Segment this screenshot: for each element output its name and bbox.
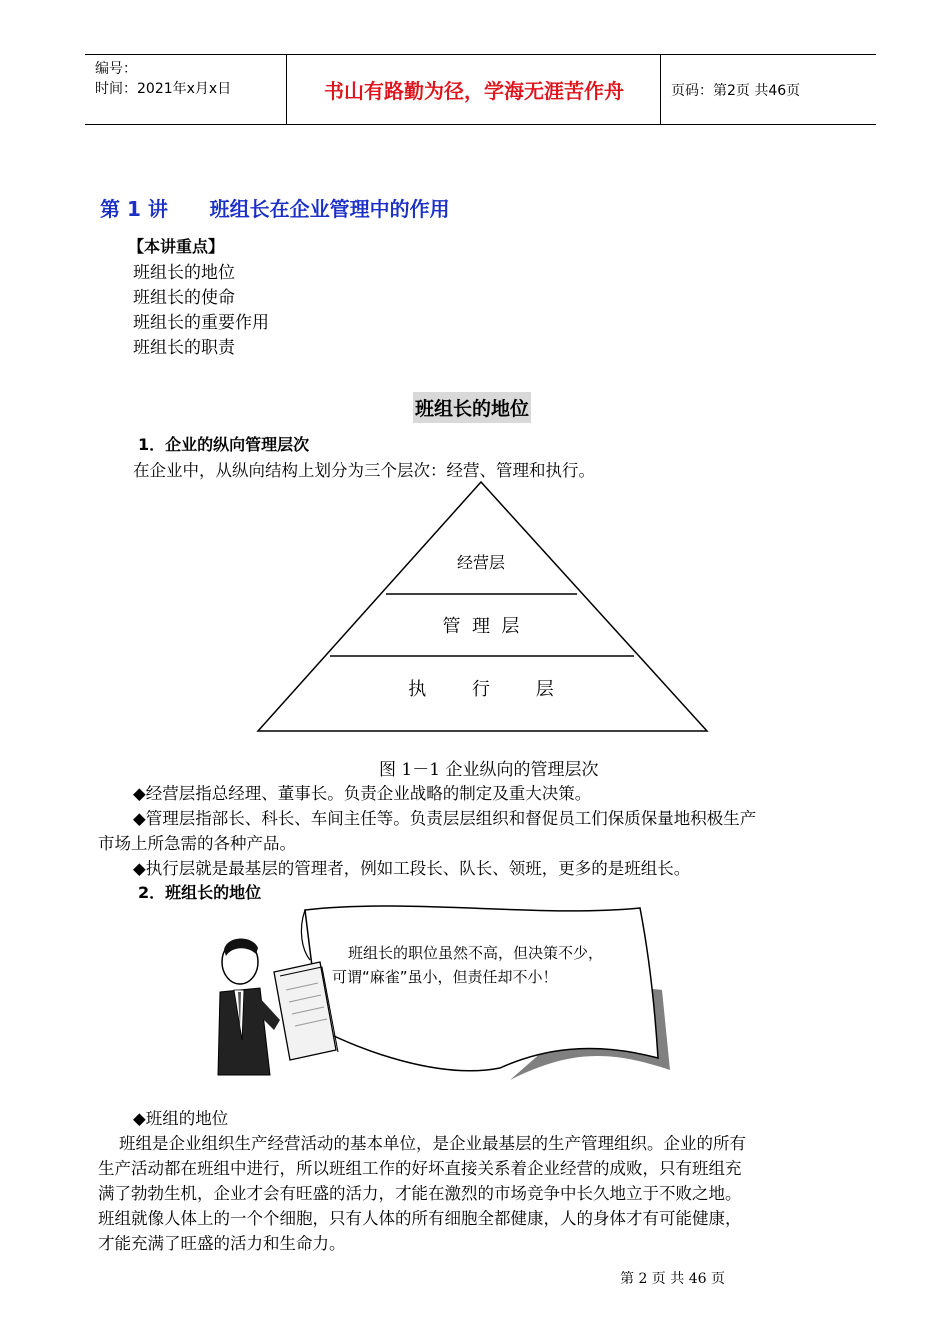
management-pyramid-diagram xyxy=(255,480,710,735)
paragraph-line: 班组就像人体上的一个个细胞，只有人体的所有细胞全都健康，人的身体才有可能健康， xyxy=(98,1209,742,1228)
keypoint-item: 班组长的地位 xyxy=(133,263,235,283)
businessman-figure xyxy=(218,938,280,1075)
speech-line-1: 班组长的职位虽然不高，但决策不少， xyxy=(348,944,604,962)
paragraph-line: 生产活动都在班组中进行，所以班组工作的好坏直接关系着企业经营的成败，只有班组充 xyxy=(98,1159,742,1178)
header-motto: 书山有路勤为径，学海无涯苦作舟 xyxy=(324,79,624,103)
document-time: 时间：2021年x月x日 xyxy=(95,81,232,97)
keypoints-heading: 【本讲重点】 xyxy=(128,237,225,256)
header-table xyxy=(85,54,876,125)
header-meta xyxy=(95,59,231,99)
subsection-intro: 在企业中，从纵向结构上划分为三个层次：经营、管理和执行。 xyxy=(133,461,595,480)
keypoint-item: 班组长的使命 xyxy=(133,288,235,308)
subsection-heading: 2．班组长的地位 xyxy=(138,883,262,902)
section-title: 班组长的地位 xyxy=(413,392,531,423)
keypoint-item: 班组长的职责 xyxy=(133,338,235,358)
pyramid-level-execution: 执 行 层 xyxy=(408,679,554,700)
bullet-item: ◆执行层就是最基层的管理者，例如工段长、队长、领班，更多的是班组长。 xyxy=(133,859,691,878)
pyramid-level-strategic: 经营层 xyxy=(456,553,506,572)
cartoon-illustration xyxy=(210,900,680,1090)
header-page-code: 页码：第2页 共46页 xyxy=(671,82,801,99)
bullet-item: ◆经营层指总经理、董事长。负责企业战略的制定及重大决策。 xyxy=(133,784,592,803)
bullet-item-continued: 市场上所急需的各种产品。 xyxy=(98,834,296,853)
page-footer: 第 2 页 共 46 页 xyxy=(620,1271,725,1287)
bullet-item: ◆管理层指部长、科长、车间主任等。负责层层组织和督促员工们保质保量地积极生产 xyxy=(133,809,757,828)
keypoint-item: 班组长的重要作用 xyxy=(133,313,269,333)
team-position-heading: ◆班组的地位 xyxy=(133,1109,229,1128)
paragraph-line: 才能充满了旺盛的活力和生命力。 xyxy=(98,1234,346,1253)
speech-scroll xyxy=(305,906,658,1071)
figure-caption: 图 1－1 企业纵向的管理层次 xyxy=(379,760,599,780)
document-number-label: 编号： xyxy=(95,61,137,77)
subsection-heading: 1．企业的纵向管理层次 xyxy=(138,435,310,454)
speech-line-2: 可谓“麻雀”虽小，但责任却不小！ xyxy=(332,968,558,986)
pyramid-level-management: 管 理 层 xyxy=(442,616,520,637)
paragraph-line: 满了勃勃生机，企业才会有旺盛的活力，才能在激烈的市场竞争中长久地立于不败之地。 xyxy=(98,1184,742,1203)
paragraph-line: 班组是企业组织生产经营活动的基本单位，是企业最基层的生产管理组织。企业的所有 xyxy=(98,1134,746,1153)
lecture-title: 第 1 讲 班组长在企业管理中的作用 xyxy=(100,197,450,221)
